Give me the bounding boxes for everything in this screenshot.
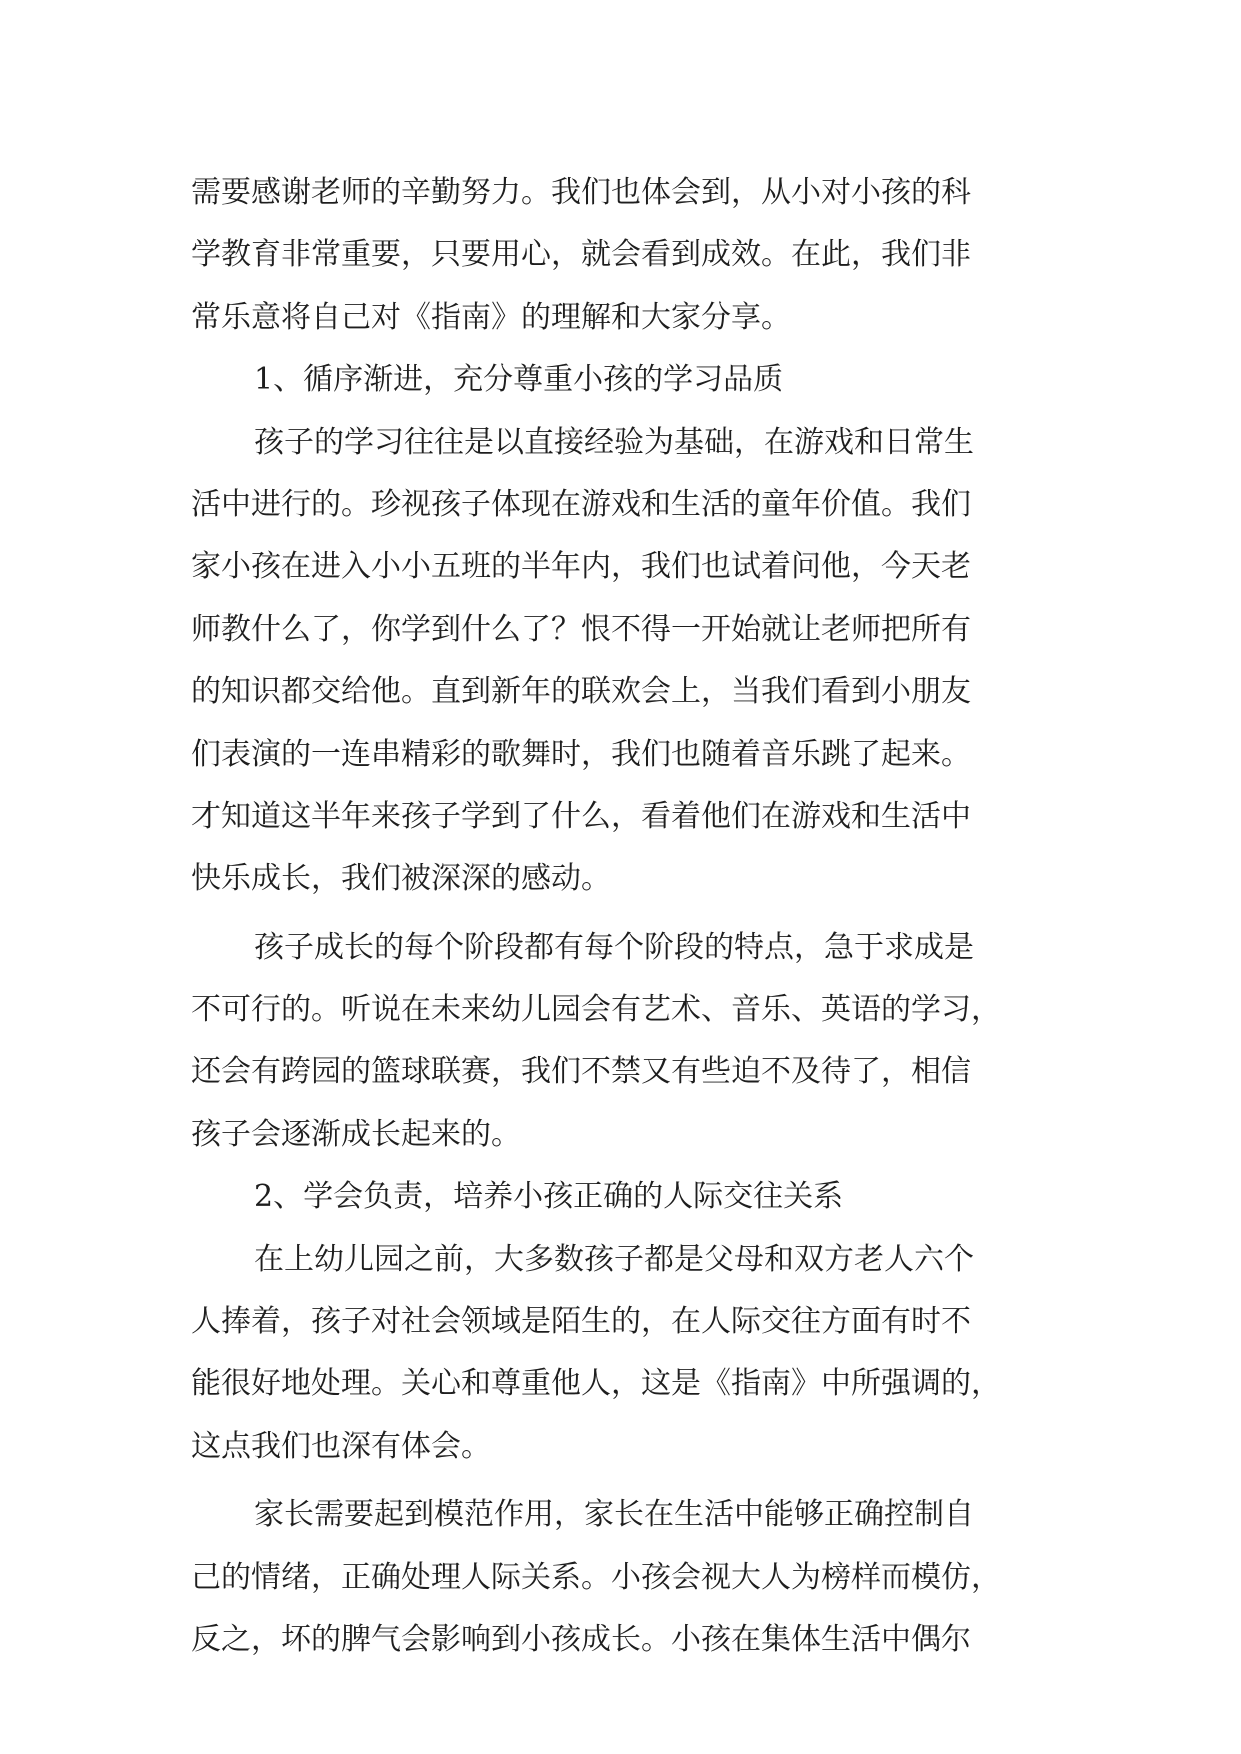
text-line: 家长需要起到模范作用，家长在生活中能够正确控制自 [254, 1497, 974, 1533]
text-line: 能很好地处理。关心和尊重他人，这是《指南》中所强调的， [191, 1366, 1001, 1402]
text-line: 孩子的学习往往是以直接经验为基础，在游戏和日常生 [254, 424, 974, 460]
section-heading-2: 2、学会负责，培养小孩正确的人际交往关系 [254, 1179, 844, 1215]
text-line: 才知道这半年来孩子学到了什么，看着他们在游戏和生活中 [191, 798, 971, 834]
text-line: 在上幼儿园之前，大多数孩子都是父母和双方老人六个 [254, 1241, 974, 1277]
text-line: 还会有跨园的篮球联赛，我们不禁又有些迫不及待了，相信 [191, 1054, 971, 1090]
text-line: 这点我们也深有体会。 [191, 1428, 491, 1464]
text-line: 孩子成长的每个阶段都有每个阶段的特点，急于求成是 [254, 929, 974, 965]
text-line: 家小孩在进入小小五班的半年内，我们也试着问他，今天老 [191, 549, 971, 585]
section-heading-1: 1、循序渐进，充分尊重小孩的学习品质 [254, 362, 784, 398]
text-line: 人捧着，孩子对社会领域是陌生的，在人际交往方面有时不 [191, 1304, 971, 1340]
text-line: 师教什么了，你学到什么了？恨不得一开始就让老师把所有 [191, 611, 971, 647]
text-line: 们表演的一连串精彩的歌舞时，我们也随着音乐跳了起来。 [191, 736, 971, 772]
document-body [191, 162, 1071, 1671]
text-line: 需要感谢老师的辛勤努力。我们也体会到，从小对小孩的科 [191, 175, 971, 210]
text-line: 反之，坏的脾气会影响到小孩成长。小孩在集体生活中偶尔 [191, 1621, 971, 1657]
text-line: 学教育非常重要，只要用心，就会看到成效。在此，我们非 [191, 237, 971, 273]
text-line: 孩子会逐渐成长起来的。 [191, 1116, 521, 1152]
text-line: 常乐意将自己对《指南》的理解和大家分享。 [191, 299, 791, 335]
text-line: 己的情绪，正确处理人际关系。小孩会视大人为榜样而模仿， [191, 1559, 1001, 1595]
text-line: 快乐成长，我们被深深的感动。 [191, 861, 611, 897]
text-line: 不可行的。听说在未来幼儿园会有艺术、音乐、英语的学习， [191, 992, 1001, 1028]
text-line: 活中进行的。珍视孩子体现在游戏和生活的童年价值。我们 [191, 486, 971, 522]
text-line: 的知识都交给他。直到新年的联欢会上，当我们看到小朋友 [191, 674, 971, 710]
